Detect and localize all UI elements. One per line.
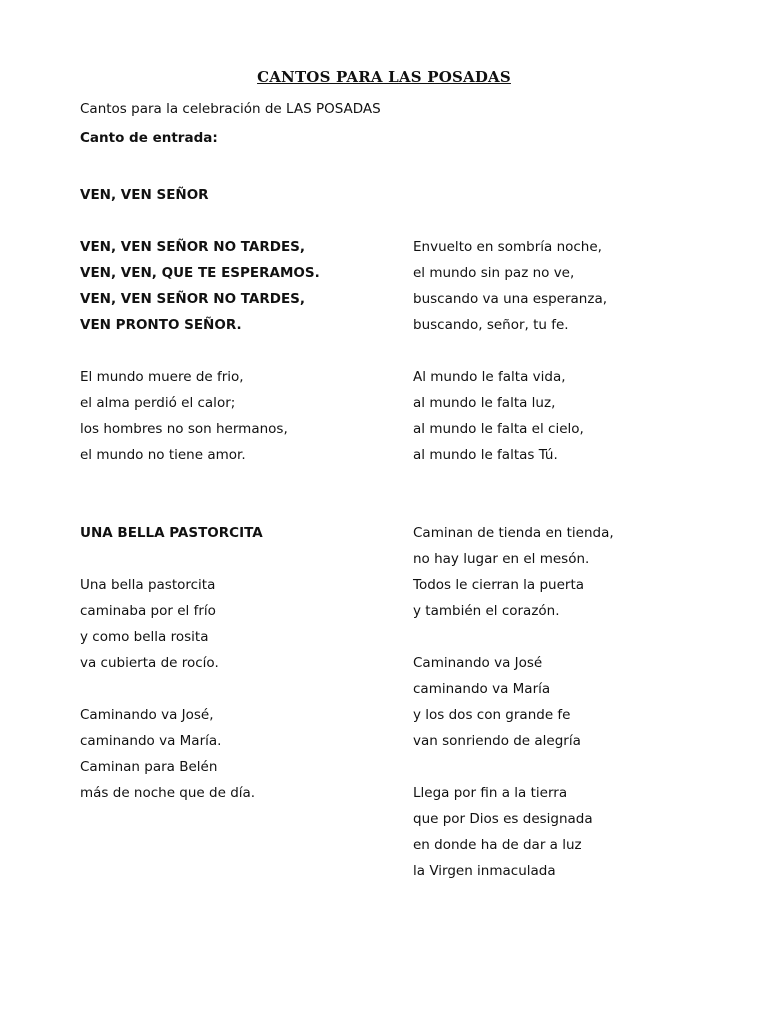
intro-text: Cantos para la celebración de LAS POSADAS [80, 101, 381, 117]
verse-line: Una bella pastorcita [80, 577, 216, 593]
verse-line: la Virgen inmaculada [413, 863, 556, 879]
verse-line: caminando va María. [80, 733, 222, 749]
verse-line: más de noche que de día. [80, 785, 256, 801]
verse-line: y como bella rosita [80, 629, 209, 645]
verse-line: al mundo le faltas Tú. [413, 447, 558, 463]
verse-line: los hombres no son hermanos, [80, 421, 288, 437]
verse-line: y los dos con grande fe [413, 707, 571, 723]
verse-line: en donde ha de dar a luz [413, 837, 582, 853]
verse-line: y también el corazón. [413, 603, 560, 619]
song1-title: VEN, VEN SEÑOR [80, 187, 209, 203]
verse-line: caminaba por el frío [80, 603, 216, 619]
verse-line: van sonriendo de alegría [413, 733, 581, 749]
verse-line: buscando va una esperanza, [413, 291, 608, 307]
verse-line: Caminando va José, [80, 707, 214, 723]
verse-line: no hay lugar en el mesón. [413, 551, 590, 567]
verse-line: el mundo sin paz no ve, [413, 265, 575, 281]
verse-line: el mundo no tiene amor. [80, 447, 246, 463]
verse-line: que por Dios es designada [413, 811, 593, 827]
verse-line: caminando va María [413, 681, 551, 697]
verse-line: buscando, señor, tu fe. [413, 317, 569, 333]
verse-line: Caminan para Belén [80, 759, 218, 775]
verse-line: Caminan de tienda en tienda, [413, 525, 614, 541]
verse-line: El mundo muere de frio, [80, 369, 244, 385]
chorus-line: VEN, VEN SEÑOR NO TARDES, [80, 291, 306, 307]
verse-line: Todos le cierran la puerta [413, 577, 585, 593]
verse-line: Envuelto en sombría noche, [413, 239, 602, 255]
verse-line: Caminando va José [413, 655, 543, 671]
song2-title: UNA BELLA PASTORCITA [80, 525, 263, 541]
entry-heading: Canto de entrada: [80, 130, 218, 146]
verse-line: al mundo le falta el cielo, [413, 421, 584, 437]
page-title: CANTOS PARA LAS POSADAS [257, 68, 511, 86]
verse-line: Llega por fin a la tierra [413, 785, 568, 801]
chorus-line: VEN, VEN SEÑOR NO TARDES, [80, 239, 306, 255]
verse-line: al mundo le falta luz, [413, 395, 556, 411]
verse-line: el alma perdió el calor; [80, 395, 236, 411]
chorus-line: VEN, VEN, QUE TE ESPERAMOS. [80, 265, 320, 281]
verse-line: va cubierta de rocío. [80, 655, 219, 671]
chorus-line: VEN PRONTO SEÑOR. [80, 317, 242, 333]
verse-line: Al mundo le falta vida, [413, 369, 566, 385]
